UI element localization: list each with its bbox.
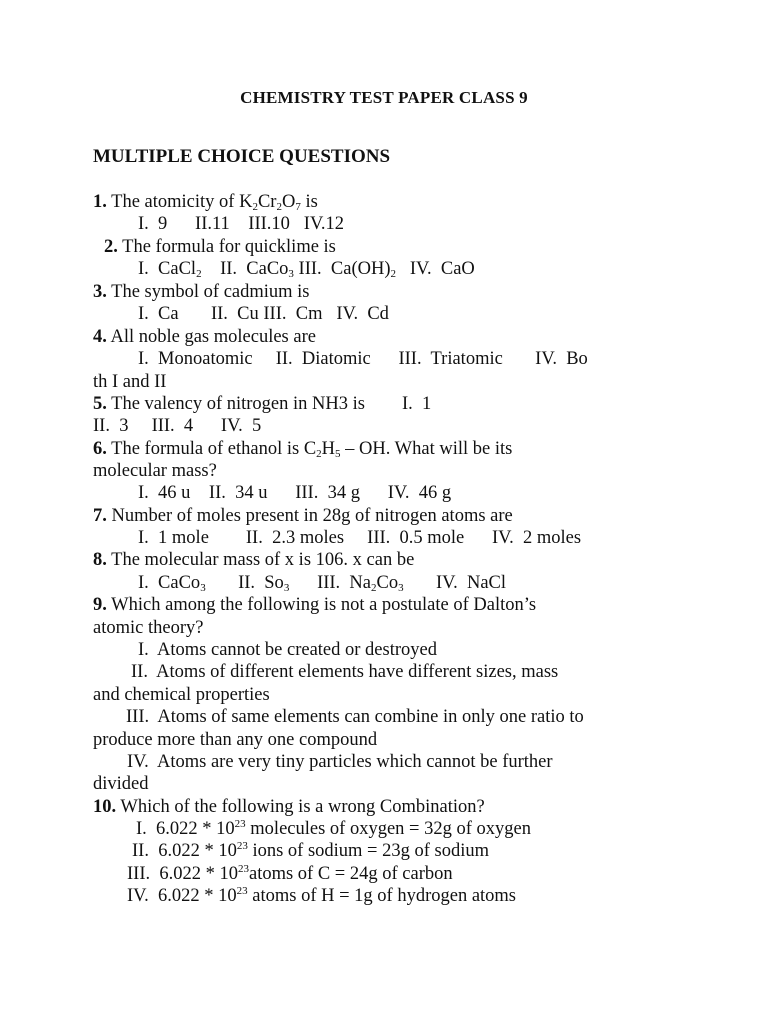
text-segment: I. 9 II.11 III.10 IV.12 xyxy=(138,214,345,234)
subscript: 3 xyxy=(283,582,290,594)
text-segment: IV. 6.022 * 10 xyxy=(127,886,237,906)
question-number: 8. xyxy=(93,550,107,570)
superscript: 23 xyxy=(236,885,248,897)
subscript: 3 xyxy=(200,582,206,594)
subscript: 7 xyxy=(295,201,301,213)
text-segment: atoms of H = 1g of hydrogen atoms xyxy=(247,886,517,906)
text-segment: I. CaCo xyxy=(138,573,201,593)
text-segment: II. CaCo xyxy=(201,259,289,279)
question-10-option-2 xyxy=(132,840,489,862)
text-segment: ions of sodium = 23g of sodium xyxy=(247,841,490,861)
text-segment: III. 6.022 * 10 xyxy=(127,864,238,884)
text-segment: molecular mass? xyxy=(93,461,217,481)
text-segment: IV. CaO xyxy=(396,259,475,279)
text-segment: produce more than any one compound xyxy=(93,730,378,750)
text-segment: III. Ca(OH) xyxy=(293,259,391,279)
question-9-wrap xyxy=(93,617,203,639)
question-number: 9. xyxy=(93,595,107,615)
text-segment: I. CaCl xyxy=(138,259,197,279)
text-segment: The symbol of cadmium is xyxy=(106,282,310,302)
text-segment: H xyxy=(321,439,336,459)
question-6 xyxy=(93,438,512,460)
question-7-options xyxy=(138,527,581,549)
text-segment: The molecular mass of x is 106. x can be xyxy=(106,550,415,570)
text-segment: I. 46 u II. 34 u III. 34 g IV. 46 g xyxy=(138,483,452,503)
question-9-option-3 xyxy=(126,706,584,728)
question-10-option-4 xyxy=(127,885,516,907)
text-segment: Number of moles present in 28g of nitrogen atoms are xyxy=(106,506,513,526)
question-number: 5. xyxy=(93,394,107,414)
subscript: 5 xyxy=(335,448,341,460)
text-segment: III. Atoms of same elements can combine in only one ratio to xyxy=(126,707,584,727)
subscript: 2 xyxy=(252,201,258,213)
question-8 xyxy=(93,549,414,571)
text-segment: I. Atoms cannot be created or destroyed xyxy=(138,640,437,660)
question-number: 2. xyxy=(104,237,118,257)
question-number: 7. xyxy=(93,506,107,526)
question-10-option-1 xyxy=(136,818,531,840)
page-title: CHEMISTRY TEST PAPER CLASS 9 xyxy=(240,88,528,107)
text-segment: I. Ca II. Cu III. Cm IV. Cd xyxy=(138,304,389,324)
subscript: 2 xyxy=(196,268,202,280)
question-number: 4. xyxy=(93,327,107,347)
superscript: 23 xyxy=(234,818,246,830)
text-segment: atoms of C = 24g of carbon xyxy=(248,864,453,884)
question-number: 3. xyxy=(93,282,107,302)
question-8-options xyxy=(138,572,506,594)
text-segment: th I and II xyxy=(93,372,167,392)
text-segment: II. 6.022 * 10 xyxy=(132,841,237,861)
question-9-option-4 xyxy=(127,751,553,773)
text-segment: IV. Atoms are very tiny particles which cannot be further xyxy=(127,752,553,772)
text-segment: II. So xyxy=(205,573,284,593)
superscript: 23 xyxy=(237,863,249,875)
text-segment: The formula for quicklime is xyxy=(117,237,336,257)
question-number: 10. xyxy=(93,797,117,817)
question-10-option-3 xyxy=(127,863,453,885)
text-segment: – OH. What will be its xyxy=(340,439,513,459)
subscript: 2 xyxy=(371,582,377,594)
text-segment: is xyxy=(300,192,318,212)
question-number: 6. xyxy=(93,439,107,459)
subscript: 3 xyxy=(288,268,294,280)
text-segment: O xyxy=(281,192,296,212)
section-title: MULTIPLE CHOICE QUESTIONS xyxy=(93,146,391,167)
text-segment: I. 6.022 * 10 xyxy=(136,819,235,839)
question-9-option-4-wrap xyxy=(93,773,149,795)
question-2 xyxy=(104,236,336,258)
subscript: 2 xyxy=(390,268,396,280)
question-7 xyxy=(93,505,513,527)
question-5-options xyxy=(93,415,261,437)
text-segment: I. 1 mole II. 2.3 moles III. 0.5 mole IV. 2 moles xyxy=(138,528,582,548)
subscript: 2 xyxy=(316,448,322,460)
subscript: 2 xyxy=(276,201,282,213)
text-segment: The atomicity of K xyxy=(106,192,253,212)
question-10 xyxy=(93,796,485,818)
text-segment: I. Monoatomic II. Diatomic III. Triatomic IV. Bo xyxy=(138,349,588,369)
question-5 xyxy=(93,393,431,415)
subscript: 3 xyxy=(398,582,404,594)
question-number: 1. xyxy=(93,192,107,212)
text-segment: II. 3 III. 4 IV. 5 xyxy=(93,416,262,436)
question-6-options xyxy=(138,482,451,504)
text-segment: molecules of oxygen = 32g of oxygen xyxy=(245,819,531,839)
question-9-option-1 xyxy=(138,639,437,661)
question-6-wrap xyxy=(93,460,217,482)
text-segment: Which among the following is not a postulate of Dalton’s xyxy=(106,595,537,615)
superscript: 23 xyxy=(236,840,248,852)
text-segment: Cr xyxy=(257,192,277,212)
question-9 xyxy=(93,594,536,616)
question-1 xyxy=(93,191,318,213)
question-1-options xyxy=(138,213,344,235)
text-segment: Co xyxy=(376,573,399,593)
text-segment: atomic theory? xyxy=(93,618,204,638)
text-segment: The formula of ethanol is C xyxy=(106,439,317,459)
question-9-option-2-wrap xyxy=(93,684,270,706)
text-segment: Which of the following is a wrong Combination? xyxy=(116,797,485,817)
question-9-option-2 xyxy=(131,661,558,683)
text-segment: The valency of nitrogen in NH3 is I. 1 xyxy=(106,394,432,414)
question-4-options xyxy=(138,348,588,370)
question-9-option-3-wrap xyxy=(93,729,377,751)
question-2-options xyxy=(138,258,475,280)
question-4-options-wrap xyxy=(93,371,166,393)
text-segment: IV. NaCl xyxy=(403,573,507,593)
question-3 xyxy=(93,281,310,303)
text-segment: III. Na xyxy=(289,573,371,593)
text-segment: divided xyxy=(93,774,149,794)
question-4 xyxy=(93,326,316,348)
text-segment: and chemical properties xyxy=(93,685,270,705)
text-segment: All noble gas molecules are xyxy=(106,327,316,347)
text-segment: II. Atoms of different elements have different sizes, mass xyxy=(131,662,559,682)
question-3-options xyxy=(138,303,389,325)
